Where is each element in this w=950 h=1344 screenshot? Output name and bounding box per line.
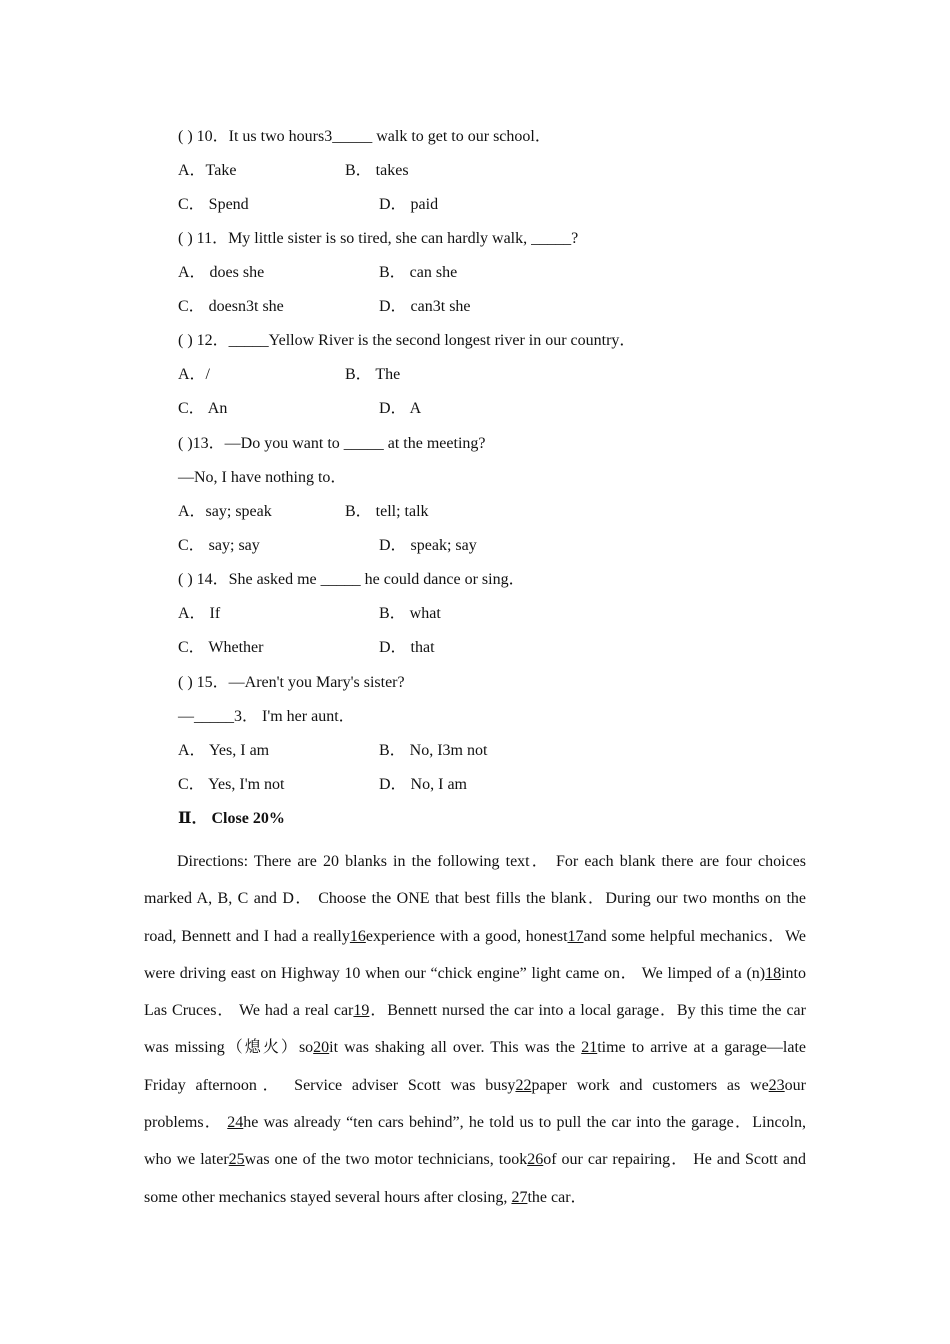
passage-text: the car． <box>527 1188 587 1206</box>
blank-19: 19 <box>353 1002 370 1020</box>
question-13-reply: —No, I have nothing to． <box>178 469 347 486</box>
q10-option-c: C． Spend <box>178 196 249 213</box>
passage-text: paper work and customers as we <box>531 1076 769 1094</box>
passage-text: ．Bennett nursed the car into a local garage．By this time the car was missing（熄火）so <box>144 1002 806 1057</box>
q14-option-c: C． Whether <box>178 639 264 656</box>
q10-option-b: B． takes <box>345 162 409 179</box>
q14-option-a: A． If <box>178 605 221 622</box>
q10-option-a: A．Take <box>178 162 237 179</box>
passage-text: into Las Cruces． We had a real car <box>144 964 806 1020</box>
q12-option-d: D． A <box>379 400 422 417</box>
q13-option-b: B． tell; talk <box>345 503 429 520</box>
passage-text: it was shaking all over. This was the <box>329 1039 582 1057</box>
blank-16: 16 <box>349 927 366 945</box>
q15-option-b: B． No, I3m not <box>379 742 488 759</box>
q15-option-a: A． Yes, I am <box>178 742 270 759</box>
q15-option-d: D． No, I am <box>379 776 467 793</box>
question-12-stem: ( ) 12．_____Yellow River is the second longest river in our country． <box>178 332 636 349</box>
blank-26: 26 <box>527 1151 544 1169</box>
blank-17: 17 <box>567 927 584 945</box>
question-10-stem: ( ) 10．It us two hours3_____ walk to get to our school． <box>178 128 551 145</box>
blank-20: 20 <box>313 1039 330 1057</box>
q10-option-d: D． paid <box>379 196 439 213</box>
question-13-stem: ( )13．—Do you want to _____ at the meeting? <box>178 435 486 452</box>
passage-text: of our car repairing． He and Scott and some other mechanics stayed several hours after closing, <box>144 1151 806 1206</box>
passage-text: was one of the two motor technicians, took <box>244 1151 528 1169</box>
passage-text: time to arrive at a garage—late Friday afternoon． Service adviser Scott was busy <box>144 1039 807 1094</box>
blank-27: 27 <box>511 1188 528 1206</box>
q12-option-c: C． An <box>178 400 228 417</box>
q13-option-d: D． speak; say <box>379 537 477 554</box>
blank-25: 25 <box>228 1151 245 1169</box>
blank-22: 22 <box>515 1076 532 1094</box>
blank-24: 24 <box>227 1114 244 1132</box>
blank-23: 23 <box>768 1076 785 1094</box>
q14-option-d: D． that <box>379 639 435 656</box>
passage-text: our problems． <box>144 1076 806 1132</box>
q14-option-b: B． what <box>379 605 441 622</box>
q11-option-a: A． does she <box>178 264 265 281</box>
q12-option-a: A．/ <box>178 366 211 383</box>
question-11-stem: ( ) 11．My little sister is so tired, she can hardly walk, _____? <box>178 230 579 247</box>
question-15-stem: ( ) 15．—Aren't you Mary's sister? <box>178 674 405 691</box>
section-heading: Ⅱ． Close 20% <box>178 810 285 827</box>
question-14-stem: ( ) 14．She asked me _____ he could dance or sing． <box>178 571 525 588</box>
q12-option-b: B． The <box>345 366 401 383</box>
question-15-reply: —_____3． I'm her aunt． <box>178 708 355 725</box>
q15-option-c: C． Yes, I'm not <box>178 776 285 793</box>
passage-text: Directions: There are 20 blanks in the following text． For each blank there are four choices marked A, B, C and D． Choose the ONE that best fills the blank．During our two months on the road, Bennett and I had a really <box>144 853 806 945</box>
blank-18: 18 <box>765 964 782 982</box>
passage-text: he was already “ten cars behind”, he told us to pull the car into the garage．Lincoln, who we later <box>144 1114 806 1169</box>
q11-option-c: C． doesn3t she <box>178 298 284 315</box>
q13-option-a: A．say; speak <box>178 503 272 520</box>
passage-text: and some helpful mechanics．We were driving east on Highway 10 when our “chick engine” light came on． We limped of a (n) <box>144 927 806 982</box>
blank-21: 21 <box>581 1039 598 1057</box>
q11-option-d: D． can3t she <box>379 298 471 315</box>
passage-text: experience with a good, honest <box>365 927 568 945</box>
cloze-passage <box>144 843 806 1216</box>
q13-option-c: C． say; say <box>178 537 260 554</box>
q11-option-b: B． can she <box>379 264 458 281</box>
